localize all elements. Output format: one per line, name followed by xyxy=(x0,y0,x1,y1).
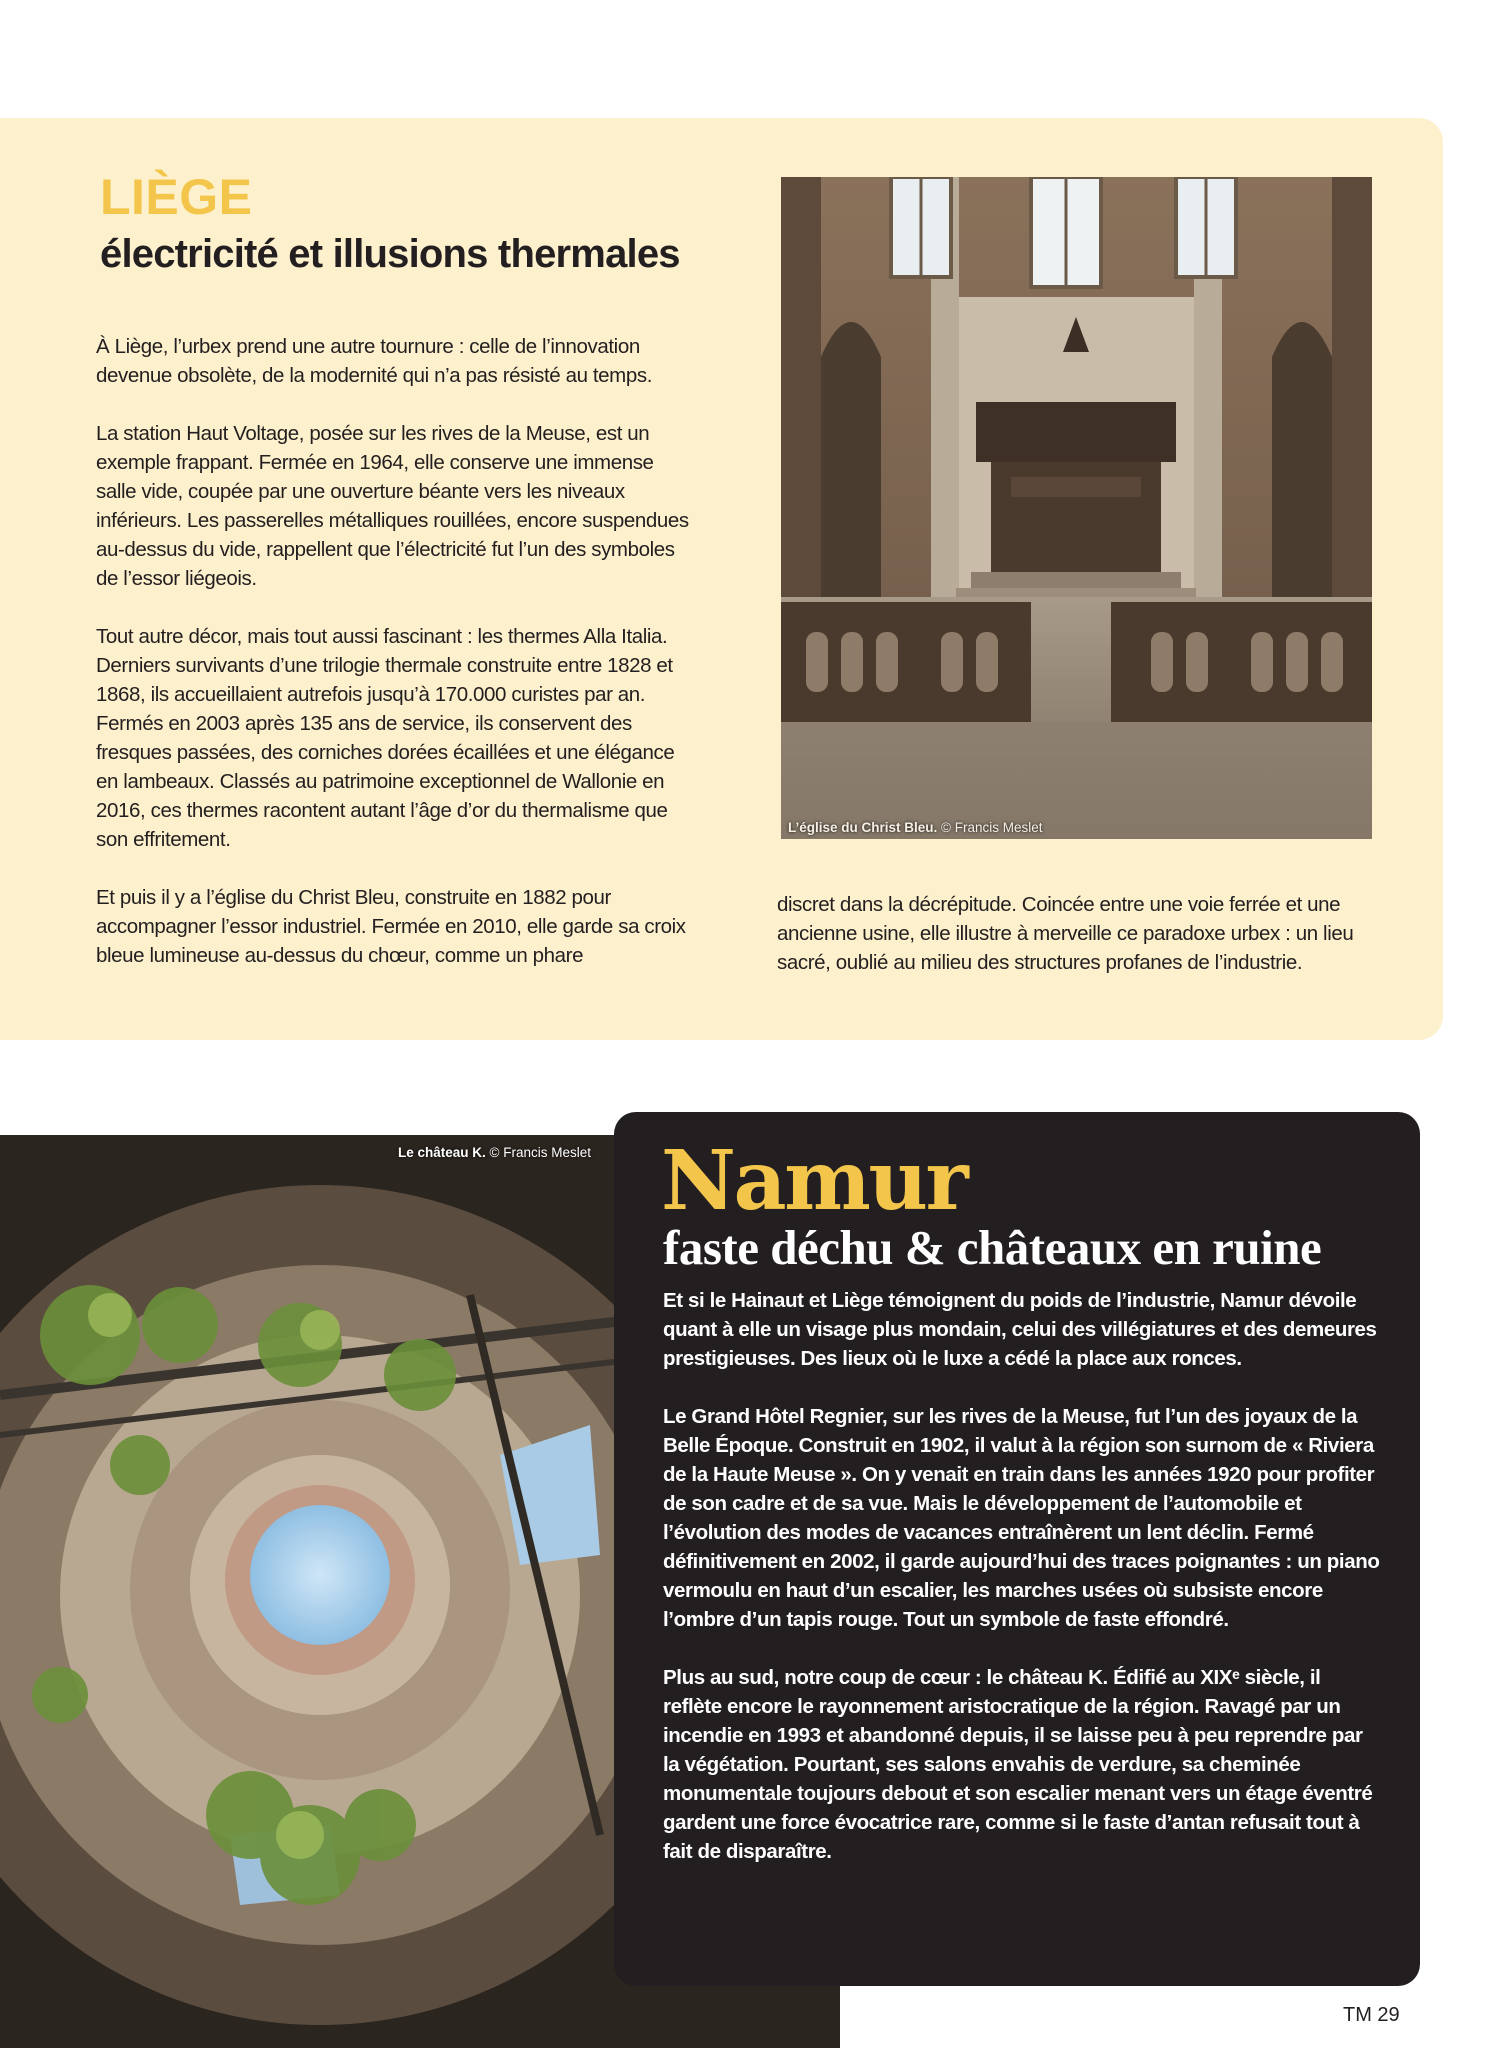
liege-paragraph: La station Haut Voltage, posée sur les rives de la Meuse, est un exemple frappant. Fermée en 1964, elle conserve une immense salle vide, coupée par une ouverture béante vers les niveaux inférieurs. Les passerelles métalliques rouillées, encore suspendues au-dessus du vide, rappellent que l’électricité fut l’un des symboles de l’essor liégeois. xyxy=(96,422,689,590)
namur-paragraph: Et si le Hainaut et Liège témoignent du poids de l’industrie, Namur dévoile quant à elle un visage plus mondain, celui des villégiatures et des demeures prestigieuses. Des lieux où le luxe a cédé la place aux ronces. xyxy=(663,1289,1377,1370)
liege-paragraph-continuation: discret dans la décrépitude. Coincée entre une voie ferrée et une ancienne usine, elle illustre à merveille ce paradoxe urbex : un lieu sacré, oublié au milieu des structures profanes de l’industrie. xyxy=(777,893,1354,974)
namur-paragraph: Le Grand Hôtel Regnier, sur les rives de la Meuse, fut l’un des joyaux de la Belle Époque. Construit en 1902, il valut à la région son surnom de « Riviera de la Haute Meuse ». On y venait en train dans les années 1920 pour profiter de son cadre et de sa vue. Mais le développement de l’automobile et l’évolution des modes de vacances entraînèrent un lent déclin. Fermé définitivement en 2002, il garde aujourd’hui des traces poignantes : un piano vermoulu en haut d’un escalier, les marches usées où subsiste encore l’ombre d’un tapis rouge. Tout un symbole de faste effondré. xyxy=(663,1405,1380,1631)
liege-subtitle: électricité et illusions thermales xyxy=(100,232,680,276)
liege-text-column xyxy=(96,332,696,999)
castle-caption-credit: © Francis Meslet xyxy=(489,1145,592,1160)
liege-title: LIÈGE xyxy=(100,169,253,225)
namur-paragraph: Plus au sud, notre coup de cœur : le château K. Édifié au XIXᵉ siècle, il reflète encore le rayonnement aristocratique de la région. Ravagé par un incendie en 1993 et abandonné depuis, il se laisse peu à peu reprendre par la végétation. Pourtant, ses salons envahis de verdure, sa cheminée monumentale toujours debout et son escalier menant vers un étage éventré gardent une force évocatrice rare, comme si le faste d’antan refusait tout à fait de disparaître. xyxy=(663,1666,1373,1863)
liege-paragraph: Et puis il y a l’église du Christ Bleu, construite en 1882 pour accompagner l’essor industriel. Fermée en 2010, elle garde sa croix bleue lumineuse au-dessus du chœur, comme un phare xyxy=(96,886,686,967)
castle-caption-title: Le château K. xyxy=(398,1145,486,1160)
church-interior-illustration xyxy=(781,177,1372,839)
page-number: TM 29 xyxy=(1343,2004,1400,2026)
namur-title: Namur xyxy=(661,1133,967,1229)
church-caption-title: L’église du Christ Bleu. xyxy=(788,820,938,835)
church-photo xyxy=(781,177,1372,839)
church-caption-credit: © Francis Meslet xyxy=(941,820,1043,835)
liege-paragraph: Tout autre décor, mais tout aussi fascinant : les thermes Alla Italia. Derniers survivants d’une trilogie thermale construite entre 1828 et 1868, ils accueillaient autrefois jusqu’à 170.000 curistes par an. Fermés en 2003 après 135 ans de service, ils conservent des fresques passées, des corniches dorées écaillées et une élégance en lambeaux. Classés au patrimoine exceptionnel de Wallonie en 2016, ces thermes racontent autant l’âge d’or du thermalisme que son effritement. xyxy=(96,625,675,851)
castle-photo-caption xyxy=(398,1145,591,1160)
namur-text-column xyxy=(663,1286,1383,1895)
namur-subtitle: faste déchu & châteaux en ruine xyxy=(663,1220,1322,1275)
liege-paragraph: À Liège, l’urbex prend une autre tournure : celle de l’innovation devenue obsolète, de la modernité qui n’a pas résisté au temps. xyxy=(96,335,652,387)
church-photo-caption xyxy=(788,820,1043,835)
